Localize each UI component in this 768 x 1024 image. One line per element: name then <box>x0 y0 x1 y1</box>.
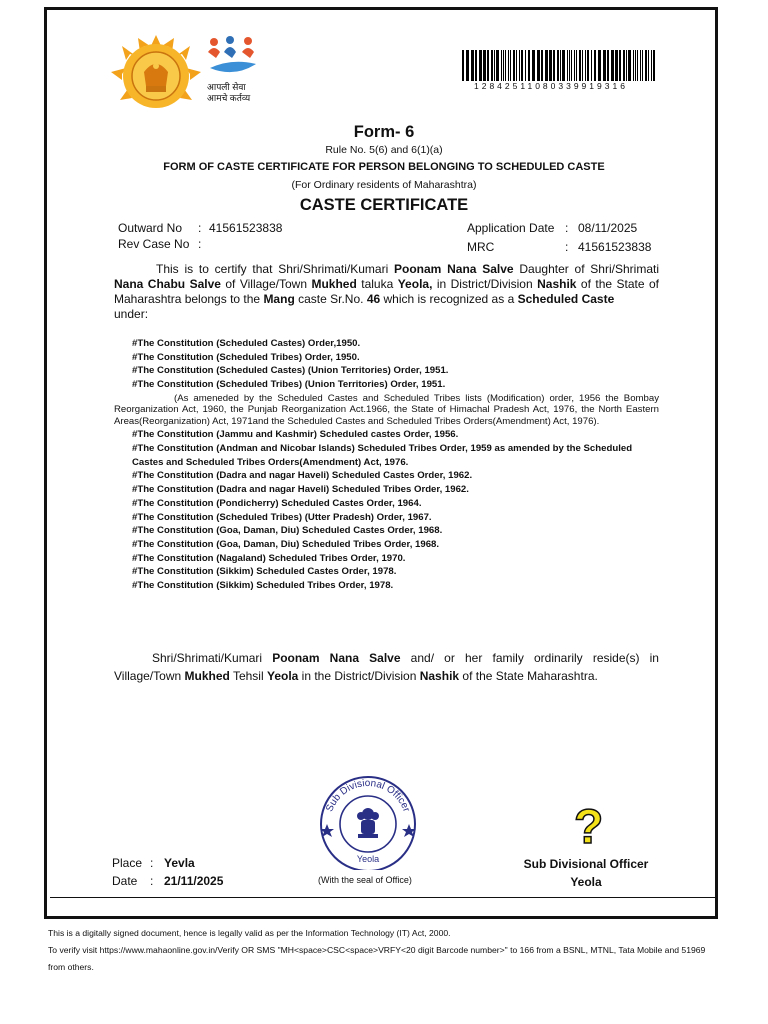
barcode-bar <box>611 50 614 81</box>
reside-text-3: Tehsil <box>229 669 267 683</box>
officer-place: Yeola <box>570 875 602 889</box>
officer-title: Sub Divisional Officer <box>523 857 649 871</box>
barcode-bar <box>619 50 621 81</box>
order-item: #The Constitution (Nagaland) Scheduled Tribes Order, 1970. <box>132 552 406 564</box>
barcode-bar <box>574 50 575 81</box>
ashoka-emblem-icon <box>357 808 379 838</box>
barcode-bar <box>513 50 515 81</box>
barcode-bar <box>626 50 627 81</box>
barcode-bar <box>585 50 586 81</box>
outward-no-value: 41561523838 <box>209 221 283 235</box>
village-name: Mukhed <box>311 277 357 291</box>
barcode-bar <box>510 50 511 81</box>
seal-caption: (With the seal of Office) <box>318 875 412 885</box>
tagline-line-2: आमचे कर्तव्य <box>207 93 251 103</box>
date-value: 21/11/2025 <box>164 874 224 888</box>
barcode-bar <box>557 50 559 81</box>
reside-district: Nashik <box>419 669 460 683</box>
reside-applicant-name: Poonam Nana Salve <box>272 651 401 665</box>
footer-divider <box>50 897 716 898</box>
barcode-bar <box>541 50 543 81</box>
constitution-orders <box>114 337 659 593</box>
barcode-bar <box>532 50 535 81</box>
outward-no-label: Outward No <box>118 221 183 235</box>
barcode-bar <box>519 50 520 81</box>
order-item: #The Constitution (Scheduled Castes) (Union Territories) Order, 1951. <box>132 365 449 377</box>
order-item: #The Constitution (Sikkim) Scheduled Tribes Order, 1978. <box>132 580 394 592</box>
barcode-bar <box>591 50 592 81</box>
certify-text-9: under: <box>114 307 149 321</box>
barcode-bar <box>582 50 583 81</box>
certification-paragraph <box>114 262 659 322</box>
date-label: Date <box>112 874 138 888</box>
reside-text-5: of the State Maharashtra. <box>459 669 598 683</box>
order-item: #The Constitution (Dadra and nagar Haveli) Scheduled Tribes Order, 1962. <box>132 484 469 496</box>
barcode-bar <box>545 50 548 81</box>
certify-text-1: This is to certify that Shri/Shrimati/Kumari <box>156 262 395 276</box>
barcode-bar <box>494 50 495 81</box>
applicant-name: Poonam Nana Salve <box>394 262 514 276</box>
footer-line-2: To verify visit https://www.mahaonline.gov.in/Verify OR SMS "MH<space>CSC<space>VRFY<20 digit Barcode number>" to 166 from a BSNL, MTNL, Tata Mobile and 51969 from others. <box>48 945 706 972</box>
barcode-number: 12842511080339919316 <box>474 81 628 91</box>
barcode-bar <box>466 50 469 81</box>
application-date-value: 08/11/2025 <box>578 221 638 235</box>
outward-no-sep: : <box>198 221 202 235</box>
barcode-bar <box>471 50 474 81</box>
barcode-bar <box>579 50 581 81</box>
barcode-bar <box>491 50 493 81</box>
certify-text-2: Daughter of Shri/Shrimati <box>519 262 659 276</box>
barcode-bar <box>640 50 641 81</box>
order-item: #The Constitution (Scheduled Tribes) (Utter Pradesh) Order, 1967. <box>132 511 432 523</box>
tagline-line-1: आपली सेवा <box>207 82 246 92</box>
barcode-bar <box>648 50 649 81</box>
reside-text-2: and/ or her family ordinarily reside(s) in Village/Town <box>114 651 659 683</box>
barcode-bar <box>569 50 570 81</box>
certify-text-3: of Village/Town <box>220 277 312 291</box>
application-date-label: Application Date <box>467 221 555 235</box>
barcode-bar <box>549 50 552 81</box>
barcode-bar <box>628 50 631 81</box>
date-sep: : <box>150 874 154 888</box>
barcode-bar <box>598 50 601 81</box>
taluka-name: Yeola, <box>397 277 433 291</box>
barcode-bar <box>633 50 634 81</box>
signature-question-mark-icon: ? <box>574 801 604 854</box>
barcode-bar <box>587 50 589 81</box>
barcode-bar <box>508 50 509 81</box>
barcode-bar <box>603 50 606 81</box>
place-label: Place <box>112 856 143 870</box>
logo-tagline <box>207 82 250 104</box>
barcode-bar <box>528 50 530 81</box>
barcode-bar <box>525 50 526 81</box>
aapli-seva-logo-icon <box>204 34 260 80</box>
barcode-bar <box>571 50 572 81</box>
order-item: #The Constitution (Pondicherry) Scheduled Castes Order, 1964. <box>132 497 422 509</box>
mrc-value: 41561523838 <box>578 240 652 254</box>
caste-serial-number: 46 <box>366 292 381 306</box>
barcode-bar <box>615 50 618 81</box>
application-date-sep: : <box>565 221 569 235</box>
barcode-bar <box>645 50 647 81</box>
order-item: #The Constitution (Scheduled Castes) Order,1950. <box>132 338 361 349</box>
reside-text-4: in the District/Division <box>298 669 420 683</box>
barcode-bar <box>479 50 482 81</box>
order-item: #The Constitution (Dadra and nagar Haveli) Scheduled Castes Order, 1962. <box>132 470 473 482</box>
barcode-bar <box>653 50 655 81</box>
order-item: #The Constitution (Goa, Daman, Diu) Scheduled Castes Order, 1968. <box>132 525 443 537</box>
place-value: Yevla <box>164 856 195 870</box>
order-item: #The Constitution (Andman and Nicobar Islands) Scheduled Tribes Order, 1959 as amended by the Scheduled Castes and Scheduled Tribes Orders(Amendment) Act, 1976. <box>132 443 633 468</box>
barcode-bar <box>537 50 540 81</box>
barcode-bar <box>483 50 486 81</box>
barcode-bar <box>516 50 517 81</box>
barcode-bar <box>562 50 565 81</box>
barcode-bar <box>505 50 506 81</box>
barcode-bar <box>560 50 561 81</box>
certify-text-5: in District/Division <box>432 277 538 291</box>
barcode-bar <box>475 50 477 81</box>
certify-text-6: of the State of Maharashtra belongs to the <box>114 277 659 306</box>
order-item: #The Constitution (Jammu and Kashmir) Scheduled castes Order, 1956. <box>132 429 459 441</box>
barcode-bar <box>487 50 489 81</box>
barcode-bar <box>623 50 625 81</box>
certify-text-7: caste Sr.No. <box>294 292 367 306</box>
barcode-bar <box>576 50 577 81</box>
certificate-title: CASTE CERTIFICATE <box>299 196 469 214</box>
orders-amendment-note: (As ameneded by the Scheduled Castes and Scheduled Tribes lists (Modification) order, 1956 the Bombay Reorganization Act, 1960, the Punjab Reorganization Act.1966, the State of Himachal Pradesh Act, 1976, the North Eastern Areas(Reorganization) Act, 1971and the Scheduled Castes and Scheduled Tribes Orders(Amendment) Act, 1976). <box>114 392 659 427</box>
reside-tehsil: Yeola <box>266 669 299 683</box>
order-item: #The Constitution (Goa, Daman, Diu) Scheduled Tribes Order, 1968. <box>132 538 440 550</box>
barcode <box>460 50 660 81</box>
barcode-bar <box>521 50 523 81</box>
rev-case-label: Rev Case No <box>118 237 190 251</box>
barcode-bar <box>642 50 643 81</box>
reside-village: Mukhed <box>184 669 230 683</box>
maharashtra-emblem-icon <box>110 34 202 112</box>
footer-notes <box>48 925 728 976</box>
seal-bottom-text: Yeola <box>356 854 380 864</box>
barcode-bar <box>567 50 568 81</box>
mrc-sep: : <box>565 240 569 254</box>
form-title: Form- 6 <box>353 123 415 141</box>
residence-paragraph <box>114 649 659 685</box>
barcode-bar <box>496 50 499 81</box>
place-sep: : <box>150 856 154 870</box>
rule-number: Rule No. 5(6) and 6(1)(a) <box>325 144 443 156</box>
order-item: #The Constitution (Sikkim) Scheduled Castes Order, 1978. <box>132 566 397 578</box>
barcode-bar <box>501 50 502 81</box>
order-item: #The Constitution (Scheduled Tribes) Order, 1950. <box>132 351 360 363</box>
residents-note: (For Ordinary residents of Maharashtra) <box>291 179 477 191</box>
barcode-bar <box>651 50 652 81</box>
footer-line-1: This is a digitally signed document, hence is legally valid as per the Information Technology (IT) Act, 2000. <box>48 928 451 938</box>
barcode-bar <box>553 50 555 81</box>
district-name: Nashik <box>537 277 577 291</box>
reside-text-1: Shri/Shrimati/Kumari <box>152 651 273 665</box>
certify-text-4: taluka <box>356 277 398 291</box>
mrc-label: MRC <box>467 240 495 254</box>
barcode-bar <box>637 50 638 81</box>
official-seal <box>316 772 420 870</box>
barcode-bar <box>503 50 504 81</box>
father-name: Nana Chabu Salve <box>114 277 221 291</box>
barcode-bar <box>635 50 636 81</box>
form-heading: FORM OF CASTE CERTIFICATE FOR PERSON BELONGING TO SCHEDULED CASTE <box>163 161 605 173</box>
caste-category: Scheduled Caste <box>517 292 615 306</box>
barcode-bar <box>462 50 464 81</box>
order-item: #The Constitution (Scheduled Tribes) (Union Territories) Order, 1951. <box>132 379 446 391</box>
certify-text-8: which is recognized as a <box>380 292 518 306</box>
barcode-bar <box>607 50 609 81</box>
seal-ring-text: Sub Divisional Officer <box>324 777 412 814</box>
rev-case-sep: : <box>198 237 202 251</box>
caste-name: Mang <box>263 292 295 306</box>
barcode-bar <box>594 50 596 81</box>
